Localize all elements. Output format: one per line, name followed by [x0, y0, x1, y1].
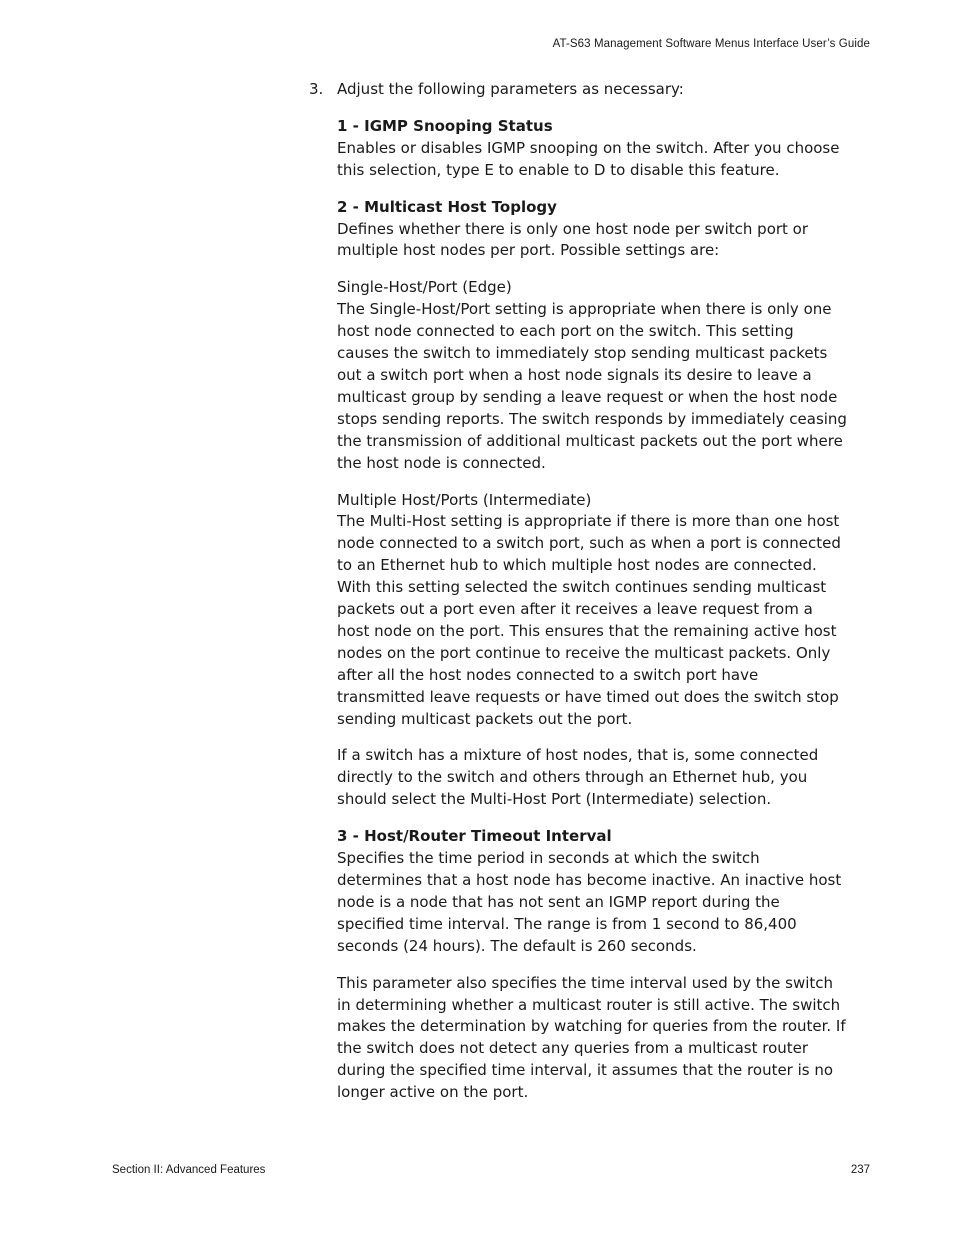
option-name: Multiple Host/Ports (Intermediate)	[337, 490, 592, 509]
step-3	[309, 79, 849, 101]
page-body	[309, 79, 849, 1104]
param-description: Enables or disables IGMP snooping on the switch. After you choose this selection, type E to enable to D to disable this feature.	[337, 138, 840, 179]
running-header: AT-S63 Management Software Menus Interface User’s Guide	[552, 38, 870, 50]
topology-note	[337, 745, 847, 811]
option-description: The Multi-Host setting is appropriate if there is more than one host node connected to a switch port, such as when a port is connected to an Ethernet hub to which multiple host nodes are connected. With this setting selected the switch continues sending multicast packets out a port even after it receives a leave request from a host node on the port. This ensures that the remaining active host nodes on the port continue to receive the multicast packets. Only after all the host nodes connected to a switch port have transmitted leave requests or have timed out does the switch stop sending multicast packets out the port.	[337, 512, 841, 728]
note-text: If a switch has a mixture of host nodes, that is, some connected directly to the switch and others through an Ethernet hub, you should select the Multi-Host Port (Intermediate) selection.	[337, 746, 819, 809]
param-description: Defines whether there is only one host node per switch port or multiple host nodes per port. Possible settings are:	[337, 219, 809, 260]
param-description: This parameter also specifies the time interval used by the switch in determining whether a multicast router is still active. The switch makes the determination by watching for queries from the router. If the switch does not detect any queries from a multicast router during the specified time interval, it assumes that the router is no longer active on the port.	[337, 973, 846, 1102]
param-igmp-snooping-status	[337, 116, 847, 182]
step-intro: Adjust the following parameters as necessary:	[337, 80, 684, 98]
param-description: Specifies the time period in seconds at which the switch determines that a host node has become inactive. An inactive host node is a node that has not sent an IGMP report during the specified time interval. The range is from 1 second to 86,400 seconds (24 hours). The default is 260 seconds.	[337, 849, 842, 955]
param-heading: 2 - Multicast Host Toplogy	[337, 197, 557, 216]
option-description: The Single-Host/Port setting is appropriate when there is only one host node connected to each port on the switch. This setting causes the switch to immediately stop sending multicast packets out a switch port when a host node signals its desire to leave a multicast group by sending a leave request or when the host node stops sending reports. The switch responds by immediately ceasing the transmission of additional multicast packets out the port where the host node is connected.	[337, 300, 847, 472]
param-multicast-host-topology	[337, 197, 847, 263]
param-host-router-timeout	[337, 826, 847, 957]
option-single-host	[337, 277, 847, 474]
timeout-router-paragraph	[337, 973, 847, 1104]
option-name: Single-Host/Port (Edge)	[337, 278, 512, 297]
step-number: 3.	[309, 80, 324, 98]
page-number: 237	[850, 1164, 870, 1176]
footer-section: Section II: Advanced Features	[112, 1164, 266, 1176]
param-heading: 1 - IGMP Snooping Status	[337, 116, 553, 135]
option-multiple-host	[337, 490, 847, 731]
param-heading: 3 - Host/Router Timeout Interval	[337, 827, 612, 846]
